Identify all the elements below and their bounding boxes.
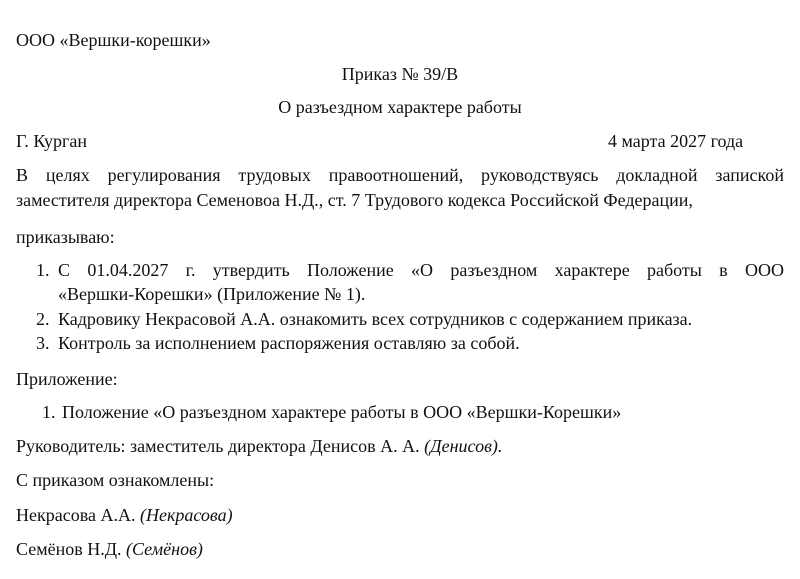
signer-name: Семёнов Н.Д.	[16, 539, 122, 559]
signer-name: Некрасова А.А.	[16, 505, 136, 525]
order-title: Приказ № 39/В	[341, 64, 459, 84]
appendix-item-number: 1.	[42, 402, 56, 422]
signer-row	[16, 504, 233, 526]
head-label: Руководитель: заместитель директора Денисов А. А.	[16, 436, 420, 456]
order-word: приказываю:	[16, 227, 115, 247]
appendix-item-text: Положение «О разъездном характере работы в ООО «Вершки-Корешки»	[62, 402, 622, 422]
city: Г. Курган	[16, 131, 88, 151]
signer-row	[16, 538, 203, 560]
acquainted-label: С приказом ознакомлены:	[16, 470, 215, 490]
list-item-line: «Вершки-Корешки» (Приложение № 1).	[58, 284, 366, 304]
head-line	[16, 435, 502, 457]
list-item-line: Контроль за исполнением распоряжения оставляю за собой.	[58, 333, 520, 353]
signer-signature: (Некрасова)	[139, 505, 233, 525]
list-item-number: 1.	[36, 260, 50, 280]
head-signature: (Денисов).	[424, 436, 503, 456]
preamble-line-2: заместителя директора Семеновоа Н.Д., ст. 7 Трудового кодекса Российской Федерации,	[16, 190, 693, 210]
list-item-line: С 01.04.2027 г. утвердить Положение «О разъездном характере работы в ООО	[58, 260, 784, 280]
signer-signature: (Семёнов)	[126, 539, 203, 559]
organization-name: ООО «Вершки-корешки»	[16, 30, 211, 50]
order-subject: О разъездном характере работы	[278, 97, 522, 117]
preamble-line-1: В целях регулирования трудовых правоотношений, руководствуясь докладной запиской	[16, 165, 784, 185]
list-item-number: 3.	[36, 333, 50, 353]
list-item-line: Кадровику Некрасовой А.А. ознакомить всех сотрудников с содержанием приказа.	[58, 309, 693, 329]
appendix-label: Приложение:	[16, 369, 118, 389]
list-item-number: 2.	[36, 309, 50, 329]
order-date: 4 марта 2027 года	[608, 131, 744, 151]
